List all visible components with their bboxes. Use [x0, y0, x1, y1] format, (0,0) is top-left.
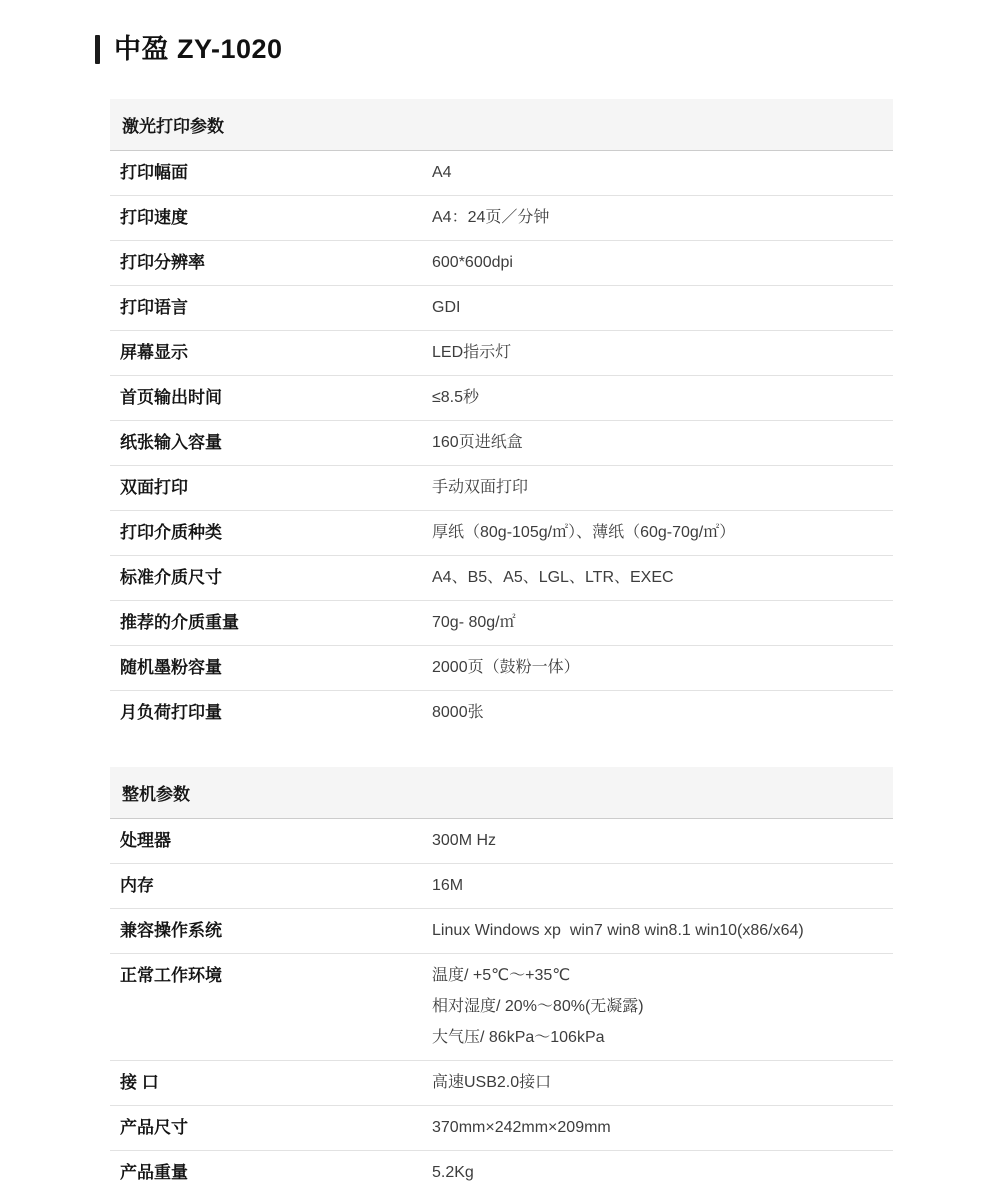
spec-label: 标准介质尺寸 — [120, 568, 222, 587]
spec-label: 月负荷打印量 — [120, 703, 222, 722]
spec-value — [432, 163, 452, 183]
spec-value-line: 16M — [432, 877, 464, 894]
spec-value — [432, 921, 804, 941]
spec-row — [110, 466, 893, 511]
spec-value — [432, 523, 735, 543]
spec-value-line: 2000页（鼓粉一体） — [432, 659, 580, 676]
spec-value-line: A4、B5、A5、LGL、LTR、EXEC — [432, 569, 674, 586]
spec-value-line: 手动双面打印 — [432, 479, 529, 496]
spec-label: 双面打印 — [120, 478, 188, 497]
spec-value — [432, 298, 460, 318]
spec-label: 兼容操作系统 — [120, 921, 222, 940]
spec-value — [432, 388, 479, 408]
section-body — [110, 151, 893, 735]
title-accent-bar — [95, 35, 100, 64]
spec-row — [110, 646, 893, 691]
spec-value-line: GDI — [432, 299, 461, 316]
spec-value-line: A4 — [432, 164, 452, 181]
spec-label: 屏幕显示 — [120, 343, 188, 362]
spec-row — [110, 556, 893, 601]
spec-value — [432, 253, 513, 273]
spec-row — [110, 1151, 893, 1195]
spec-value — [432, 703, 484, 723]
spec-value-line: 相对湿度/ 20%～80%(无凝露) — [432, 998, 644, 1015]
section-header: 整机参数 — [110, 767, 893, 819]
spec-value-line: 8000张 — [432, 704, 484, 721]
spec-row — [110, 691, 893, 735]
spec-value-line: 高速USB2.0接口 — [432, 1074, 552, 1091]
spec-value — [432, 343, 511, 363]
spec-value — [432, 1163, 474, 1183]
spec-value — [432, 478, 528, 498]
section-body — [110, 819, 893, 1195]
spec-value-line: 160页进纸盒 — [432, 434, 523, 451]
spec-label: 接 口 — [120, 1073, 159, 1092]
spec-value-line: 370mm×242mm×209mm — [432, 1119, 611, 1136]
spec-row — [110, 1106, 893, 1151]
spec-value — [432, 658, 580, 678]
spec-section — [110, 99, 893, 735]
spec-label: 打印分辨率 — [120, 253, 205, 272]
spec-row — [110, 286, 893, 331]
spec-label: 随机墨粉容量 — [120, 658, 222, 677]
spec-value-line: LED指示灯 — [432, 344, 512, 361]
spec-label: 打印幅面 — [120, 163, 188, 182]
page-title-block — [95, 32, 1000, 66]
spec-label: 打印语言 — [120, 298, 188, 317]
spec-value-line: 5.2Kg — [432, 1164, 474, 1181]
spec-row — [110, 241, 893, 286]
spec-value — [432, 831, 496, 851]
spec-value — [432, 613, 516, 633]
spec-row — [110, 1061, 893, 1106]
spec-value-line: 厚纸（80g-105g/㎡）、薄纸（60g-70g/㎡） — [432, 524, 736, 541]
spec-value-line: 70g- 80g/㎡ — [432, 614, 516, 631]
spec-label: 产品重量 — [120, 1163, 188, 1182]
spec-value-line: 大气压/ 86kPa～106kPa — [432, 1029, 605, 1046]
spec-label: 推荐的介质重量 — [120, 613, 239, 632]
spec-value — [432, 568, 674, 588]
spec-label: 纸张输入容量 — [120, 433, 222, 452]
spec-label: 正常工作环境 — [120, 966, 222, 985]
spec-label: 打印速度 — [120, 208, 188, 227]
spec-row — [110, 819, 893, 864]
spec-value — [432, 1073, 551, 1093]
page-title: 中盈 ZY-1020 — [114, 34, 283, 64]
spec-value — [432, 876, 463, 896]
spec-label: 打印介质种类 — [120, 523, 222, 542]
spec-value — [432, 433, 523, 453]
section-header: 激光打印参数 — [110, 99, 893, 151]
spec-value-line: 600*600dpi — [432, 254, 513, 271]
spec-value-line: ≤8.5秒 — [432, 389, 480, 406]
spec-value-line: Linux Windows xp win7 win8 win8.1 win10(x86/x64) — [432, 922, 804, 939]
spec-row — [110, 954, 893, 1061]
spec-row — [110, 151, 893, 196]
spec-value — [432, 208, 549, 228]
spec-row — [110, 331, 893, 376]
spec-label: 首页输出时间 — [120, 388, 222, 407]
spec-row — [110, 376, 893, 421]
spec-value-line: 300M Hz — [432, 832, 497, 849]
spec-tables — [110, 99, 893, 1195]
spec-section — [110, 767, 893, 1195]
spec-row — [110, 421, 893, 466]
spec-row — [110, 864, 893, 909]
spec-row — [110, 511, 893, 556]
spec-label: 产品尺寸 — [120, 1118, 188, 1137]
spec-row — [110, 909, 893, 954]
spec-value-line: 温度/ +5℃～+35℃ — [432, 967, 571, 984]
spec-label: 处理器 — [120, 831, 171, 850]
spec-row — [110, 601, 893, 646]
spec-value — [432, 966, 644, 1048]
spec-value — [432, 1118, 611, 1138]
spec-label: 内存 — [120, 876, 154, 895]
spec-value-line: A4：24页／分钟 — [432, 209, 550, 226]
spec-row — [110, 196, 893, 241]
